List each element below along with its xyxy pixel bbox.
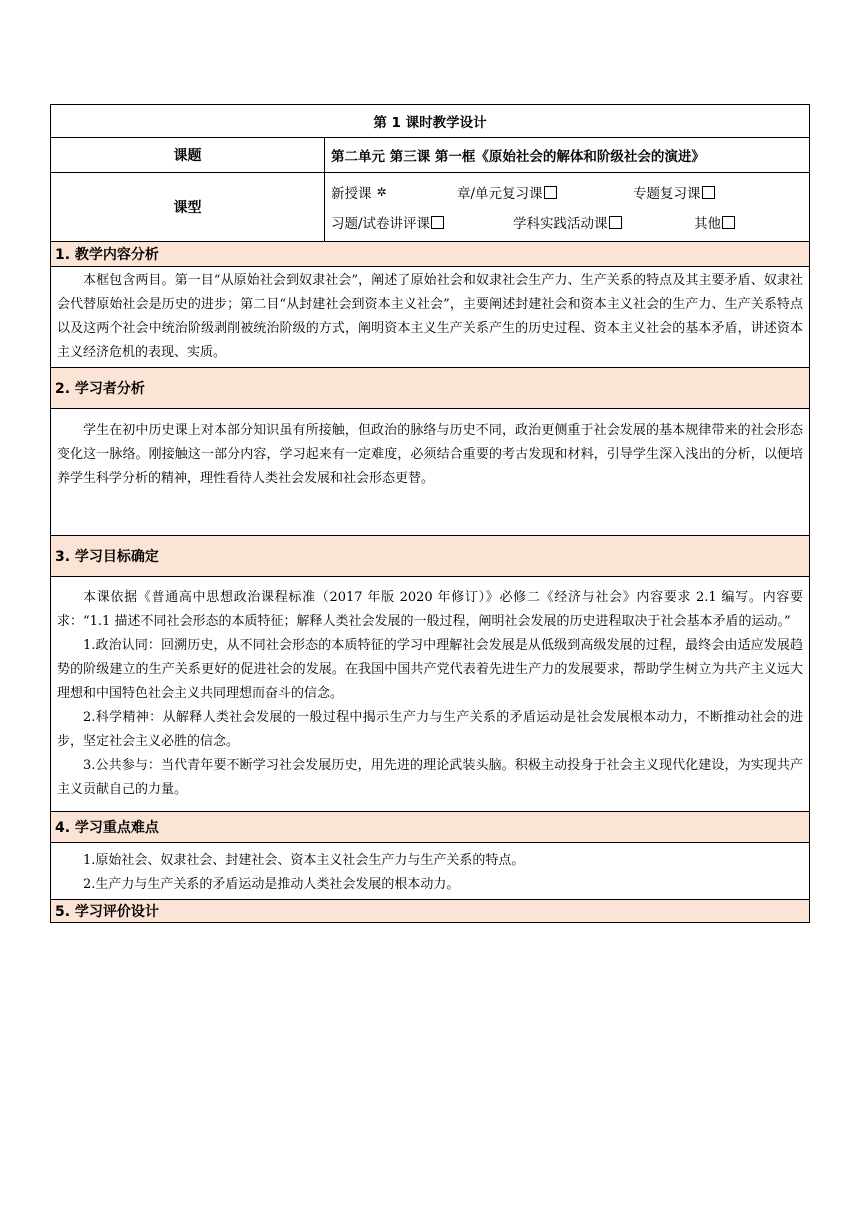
option-label: 其他 [694, 216, 721, 232]
option-unit-review[interactable] [457, 182, 633, 202]
lesson-type-options-row-2 [331, 207, 809, 237]
paragraph: 本框包含两目。第一目“从原始社会到奴隶社会”，阐述了原始社会和奴隶社会生产力、生产关系的特点及其主要矛盾、奴隶社会代替原始社会是历史的进步；第二目“从封建社会到资本主义社会”，主要阐述封建社会和资本主义社会的生产力、生产关系特点以及这两个社会中统治阶级剥削被统治阶级的方式，阐明资本主义生产关系产生的历史过程、资本主义社会的基本矛盾，讲述资本主义经济危机的表现、实质。 [57, 273, 804, 360]
checkbox[interactable] [431, 216, 444, 229]
topic-value: 第二单元 第三课 第一框《原始社会的解体和阶级社会的演进》 [325, 138, 810, 173]
option-practice-activity[interactable] [513, 212, 694, 232]
paragraph: 2.科学精神：从解释人类社会发展的一般过程中揭示生产力与生产关系的矛盾运动是社会发展根本动力，不断推动社会的进步，坚定社会主义必胜的信念。 [57, 710, 804, 749]
checkbox[interactable] [609, 216, 622, 229]
section-heading-row [51, 368, 810, 409]
section-body-key-points [51, 843, 810, 900]
section-body-content-analysis [51, 267, 810, 368]
section-heading-content-analysis: 1. 教学内容分析 [51, 242, 810, 267]
option-label: 学科实践活动课 [513, 216, 608, 232]
option-label: 专题复习课 [633, 186, 701, 202]
section-heading-row [51, 900, 810, 923]
option-label: 新授课 [331, 186, 372, 202]
paragraph: 2.生产力与生产关系的矛盾运动是推动人类社会发展的根本动力。 [83, 877, 460, 892]
section-body-learning-objectives [51, 577, 810, 812]
section-body-row [51, 409, 810, 536]
lesson-design-table [50, 104, 810, 923]
option-exercise-review[interactable] [331, 212, 503, 232]
document-title: 第 1 课时教学设计 [51, 105, 810, 138]
lesson-type-row [51, 173, 810, 242]
lesson-type-options-row-1 [331, 177, 809, 207]
paragraph: 学生在初中历史课上对本部分知识虽有所接触，但政治的脉络与历史不同，政治更侧重于社会发展的基本规律带来的社会形态变化这一脉络。刚接触这一部分内容，学习起来有一定难度，必须结合重要的考古发现和材料，引导学生深入浅出的分析，以便培养学生科学分析的精神，理性看待人类社会发展和社会形态更替。 [57, 423, 804, 486]
section-heading-evaluation-design: 5. 学习评价设计 [51, 900, 810, 923]
paragraph: 1.政治认同：回溯历史，从不同社会形态的本质特征的学习中理解社会发展是从低级到高级发展的过程，最终会由适应发展趋势的阶级建立的生产关系更好的促进社会的发展。在我国中国共产党代表着先进生产力的发展要求，帮助学生树立为共产主义远大理想和中国特色社会主义共同理想而奋斗的信念。 [57, 638, 804, 701]
section-heading-key-points: 4. 学习重点难点 [51, 812, 810, 843]
option-new-lesson[interactable] [331, 182, 449, 202]
paragraph: 1.原始社会、奴隶社会、封建社会、资本主义社会生产力与生产关系的特点。 [83, 853, 525, 868]
checkbox[interactable] [544, 186, 557, 199]
section-body-row [51, 577, 810, 812]
lesson-type-options [325, 173, 810, 242]
checkbox[interactable] [722, 216, 735, 229]
option-label: 习题/试卷讲评课 [331, 216, 431, 232]
section-heading-learner-analysis: 2. 学习者分析 [51, 368, 810, 409]
topic-row [51, 138, 810, 173]
section-body-row [51, 267, 810, 368]
checkbox[interactable] [702, 186, 715, 199]
section-heading-row [51, 242, 810, 267]
option-label: 章/单元复习课 [457, 186, 543, 202]
section-heading-learning-objectives: 3. 学习目标确定 [51, 536, 810, 577]
lesson-design-document [50, 104, 809, 923]
option-other[interactable] [694, 212, 735, 232]
paragraph: 3.公共参与：当代青年要不断学习社会发展历史，用先进的理论武装头脑。积极主动投身于社会主义现代化建设，为实现共产主义贡献自己的力量。 [57, 758, 804, 797]
lesson-type-label: 课型 [51, 173, 325, 242]
paragraph: 本课依据《普通高中思想政治课程标准（2017 年版 2020 年修订）》必修二《经济与社会》内容要求 2.1 编写。内容要求：“1.1 描述不同社会形态的本质特征；解释人类社会发展的一般过程，阐明社会发展的历史进程取决于社会基本矛盾的运动。” [57, 590, 804, 629]
section-body-learner-analysis [51, 409, 810, 536]
section-heading-row [51, 812, 810, 843]
gear-icon: ✲ [376, 185, 387, 199]
section-body-row [51, 843, 810, 900]
title-row [51, 105, 810, 138]
topic-label: 课题 [51, 138, 325, 173]
option-topic-review[interactable] [633, 182, 715, 202]
section-heading-row [51, 536, 810, 577]
